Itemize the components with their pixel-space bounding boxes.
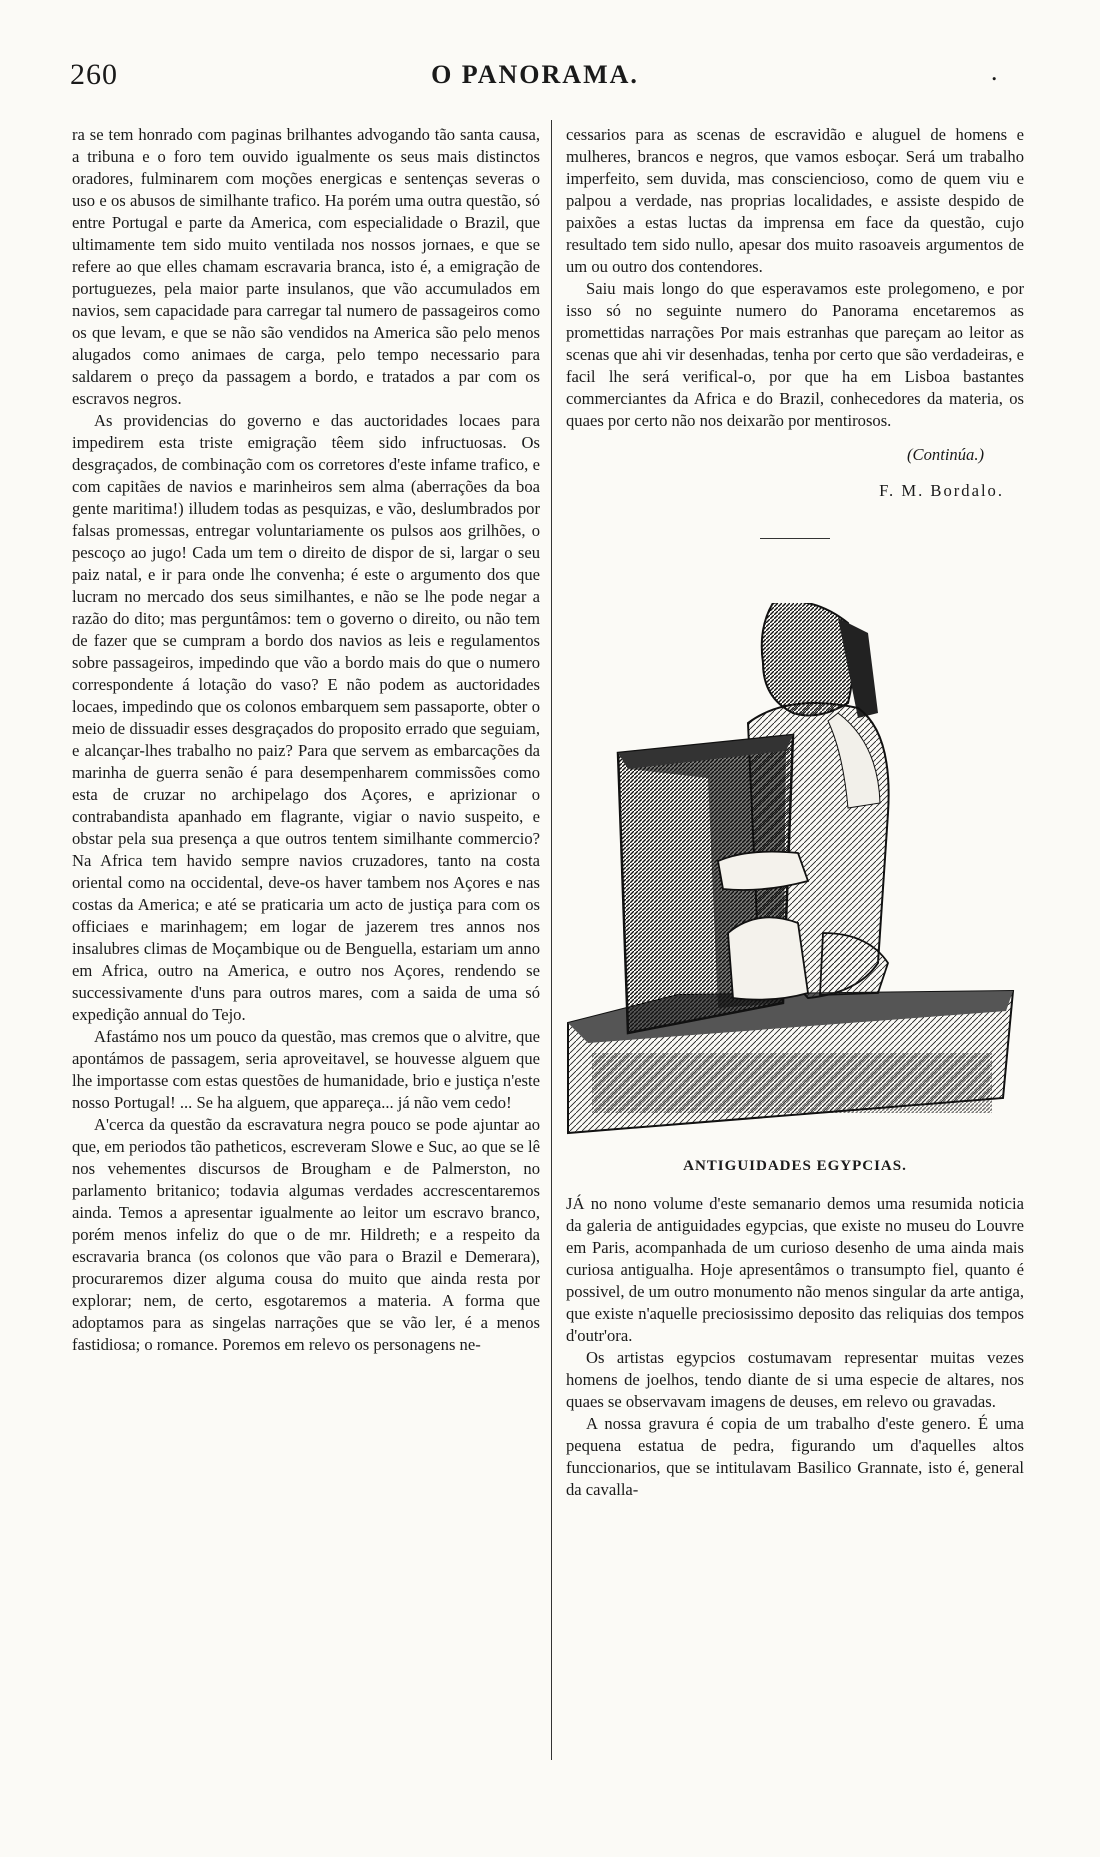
kneeling-egyptian-statue-engraving	[558, 603, 1018, 1143]
left-column	[72, 124, 540, 1356]
article-egyptian-antiquities	[566, 1193, 1024, 1501]
column-divider	[551, 120, 552, 1760]
paragraph: As providencias do governo e das auctoridades locaes para impedirem esta triste emigração têem sido infructuosas. Os desgraçados, de combinação com os corretores d'este infame trafico, e com capitães de navios e marinheiros sem alma (aberrações da boa gente maritima!) illudem todas as pesquizas, e vão, deslumbrados por falsas promessas, entregar voluntariamente os pulsos aos grilhões, o pescoço ao jugo! Cada um tem o direito de dispor de si, largar o seu paiz natal, e ir para onde lhe convenha; é este o argumento dos que lucram no mercado dos seus similhantes, e não se lhe pode negar a razão do dito; mas perguntâmos: tem o governo o direito, ou não tem de fazer que se cumpram a bordo dos navios as leis e regulamentos sobre passageiros, impedindo que vão a bordo mais do que o numero correspondente á lotação do vaso? E não podem as auctoridades locaes, impedindo que os colonos embarquem sem passaporte, obter o meio de dissuadir esses desgraçados do proposito errado que seguiam, e alcançar-lhes trabalho no paiz? Para que servem as embarcações da marinha de guerra senão é para desempenharem commissões como esta de cruzar no archipelago dos Açores, e aprizionar o contrabandista apanhado em flagrante, vigiar o navio suspeito, e obstar pela sua presença a que outros tentem similhante commercio? Na Africa tem havido sempre navios cruzadores, tanto na costa oriental como na occidental, deve-os haver tambem nos Açores e nas costas da America; e até se praticaria um acto de justiça para com os officiaes e marinhagem; em logar de jazerem tres annos nos insalubres climas de Moçambique ou de Benguella, estariam um anno em Africa, outro na America, e outro nos Açores, rendendo se successivamente d'uns para outros mares, com a saida de uma só expedição annual do Tejo.	[72, 411, 540, 1024]
paragraph: ra se tem honrado com paginas brilhantes advogando tão santa causa, a tribuna e o foro tem ouvido igualmente os seus mais distinctos oradores, fulminarem com moções energicas e sentenças severas o uso e os abusos de similhante trafico. Ha porém uma outra questão, só entre Portugal e parte da America, com especialidade o Brazil, que ultimamente tem sido muito ventilada nos nossos jornaes, e que se refere ao que elles chamam escravaria branca, isto é, a emigração de portuguezes, pela maior parte insulanos, que vão accumulados em navios, sem capacidade para carregar tal numero de passageiros como os que levam, e que se não são vendidos na America são pelo menos alugados como animaes de carga, pelo tempo necessario para saldarem o preço da passagem a bordo, e tratados a par com os escravos negros.	[72, 125, 540, 408]
author-signature: F. M. Bordalo.	[879, 481, 1004, 500]
continuation-note: (Continúa.)	[907, 445, 984, 464]
paragraph: Saiu mais longo do que esperavamos este prolegomeno, e por isso só no seguinte numero do Panorama encetaremos as promettidas narrações Por mais estranhas que pareçam ao leitor as scenas que ahi vir desenhadas, tenha por certo que são verdadeiras, e facil lhe será verifical-o, por que ha em Lisboa bastantes commerciantes da Africa e do Brazil, conhecedores da materia, os quaes por certo não nos deixarão por mentirosos.	[566, 279, 1024, 430]
paragraph: Os artistas egypcios costumavam representar muitas vezes homens de joelhos, tendo diante de si uma especie de altares, nos quaes se observavam imagens de deuses, em relevo ou gravadas.	[566, 1348, 1024, 1411]
paragraph: JÁ no nono volume d'este semanario demos uma resumida noticia da galeria de antiguidades egypcias, que existe no museu do Louvre em Paris, acompanhada de um curioso desenho de uma ainda mais curiosa antigualha. Hoje apresentâmos o transumpto fiel, quanto é possivel, de um outro monumento não menos singular da arte antiga, que existe n'aquelle preciosissimo deposito das reliquias dos tempos d'outr'ora.	[566, 1194, 1024, 1345]
section-divider	[760, 538, 830, 539]
page-number: 260	[70, 58, 118, 91]
right-column	[566, 124, 1024, 1501]
paragraph: A nossa gravura é copia de um trabalho d'este genero. É uma pequena estatua de pedra, figurando um d'aquelles altos funccionarios, que se intitulavam Basilico Grannate, isto é, general da cavalla-	[566, 1414, 1024, 1499]
header-mark: .	[990, 58, 998, 86]
figure-caption: ANTIGUIDADES EGYPCIAS.	[683, 1158, 907, 1174]
page-header	[70, 58, 1000, 98]
journal-title: O PANORAMA.	[431, 60, 639, 89]
paragraph: Afastámo nos um pouco da questão, mas cremos que o alvitre, que apontámos de passagem, seria aproveitavel, se houvesse alguem que lhe importasse com estas questões de humanidade, brio e justiça n'este nosso Portugal! ... Se ha alguem, que appareça... já não vem cedo!	[72, 1027, 540, 1112]
paragraph: A'cerca da questão da escravatura negra pouco se pode ajuntar ao que, em periodos tão patheticos, escreveram Slowe e Suc, ao que se lê nos vehementes discursos de Brougham e de Palmerston, no parlamento britanico; todavia algumas verdades accrescentaremos ainda. Temos a apresentar igualmente ao leitor um escravo branco, porém menos infeliz do que o de mr. Hildreth; e a respeito da escravaria branca (os colonos que vão para o Brazil e Demerara), procuraremos dizer alguma cousa do muito que ainda resta por explorar; nem, de certo, esgotaremos a materia. A forma que adoptamos para as singelas narrações que se vão ler, é a menos fastidiosa; o romance. Poremos em relevo os personagens ne-	[72, 1115, 540, 1354]
paragraph: cessarios para as scenas de escravidão e aluguel de homens e mulheres, brancos e negros, que vamos esboçar. Será um trabalho imperfeito, sem duvida, mas consciencioso, como de quem viu e palpou a verdade, nas proprias localidades, e assiste despido de paixões a estas luctas da imprensa em face da questão, cujo resultado tem sido nullo, apesar dos muito rasoaveis argumentos de um ou outro dos contendores.	[566, 125, 1024, 276]
